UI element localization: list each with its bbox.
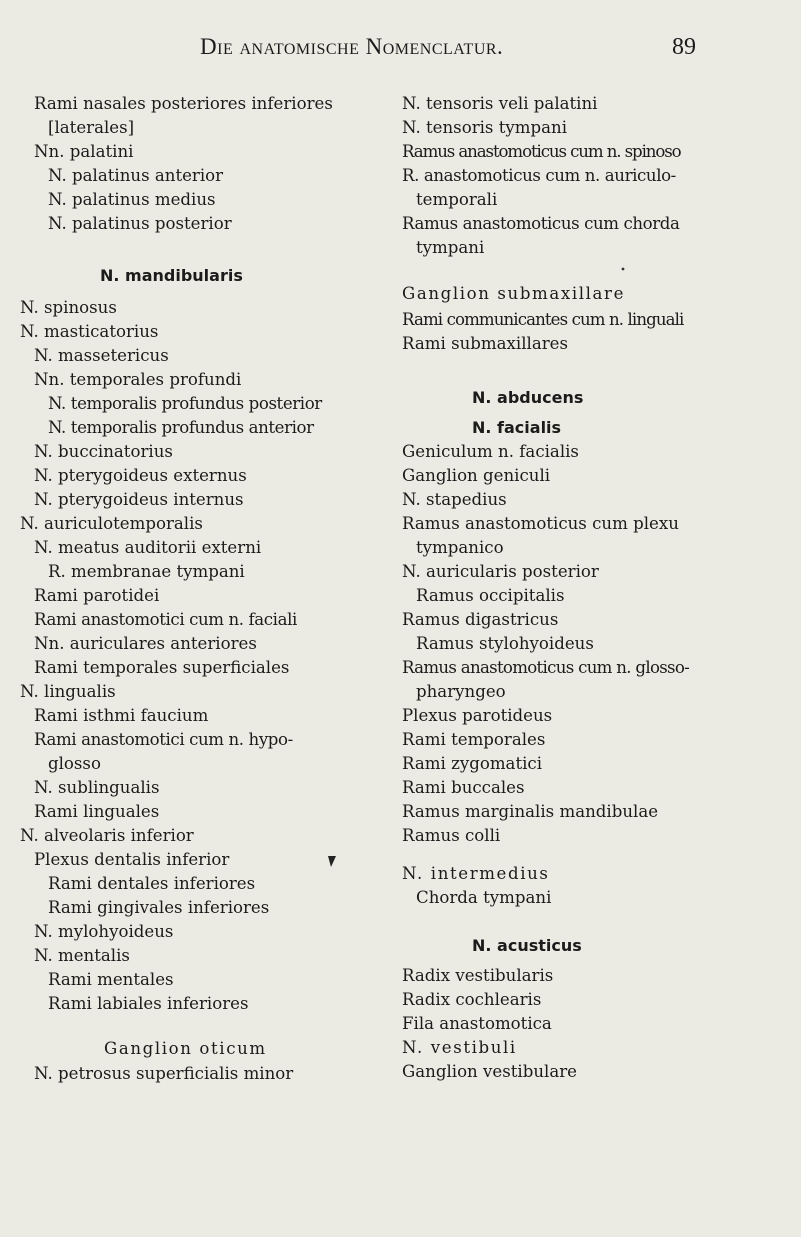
list-item: R. anastomoticus cum n. auriculo- [402, 166, 676, 185]
list-item: N. intermedius [402, 864, 550, 883]
list-item: Ganglion oticum [104, 1039, 267, 1058]
section-heading: N. mandibularis [100, 266, 243, 285]
list-item: Radix vestibularis [402, 966, 554, 985]
print-speck-mark [326, 855, 338, 869]
list-item: Rami submaxillares [402, 334, 568, 353]
list-item: Rami anastomotici cum n. faciali [34, 610, 297, 629]
list-item: Rami temporales [402, 730, 546, 749]
page-header [0, 34, 801, 68]
list-item: temporali [416, 190, 498, 209]
list-item: Geniculum n. facialis [402, 442, 579, 461]
list-item: pharyngeo [416, 682, 506, 701]
list-item: Nn. auriculares anteriores [34, 634, 257, 653]
section-heading: N. acusticus [472, 936, 582, 955]
list-item: N. auriculotemporalis [20, 514, 203, 533]
list-item: Ramus anastomoticus cum n. spinoso [402, 142, 681, 161]
list-item: N. mentalis [34, 946, 130, 965]
running-title: Die anatomische Nomenclatur. [200, 34, 504, 59]
list-item: Rami labiales inferiores [48, 994, 249, 1013]
list-item: Rami parotidei [34, 586, 160, 605]
list-item: Fila anastomotica [402, 1014, 552, 1033]
list-item: N. mylohyoideus [34, 922, 174, 941]
list-item: N. palatinus medius [48, 190, 216, 209]
list-item: Radix cochlearis [402, 990, 542, 1009]
list-item: N. palatinus anterior [48, 166, 224, 185]
list-item: N. tensoris veli palatini [402, 94, 598, 113]
list-item: N. alveolaris inferior [20, 826, 194, 845]
list-item: Plexus parotideus [402, 706, 553, 725]
list-item: Rami isthmi faucium [34, 706, 209, 725]
list-item: Rami mentales [48, 970, 174, 989]
list-item: Rami buccales [402, 778, 525, 797]
list-item: N. masticatorius [20, 322, 159, 341]
list-item: Rami anastomotici cum n. hypo- [34, 730, 293, 749]
list-item: Ramus anastomoticus cum chorda [402, 214, 680, 233]
list-item: Rami gingivales inferiores [48, 898, 270, 917]
list-item: tympani [416, 238, 485, 257]
list-item: Rami linguales [34, 802, 160, 821]
list-item: N. buccinatorius [34, 442, 173, 461]
list-item: N. temporalis profundus posterior [48, 394, 322, 413]
list-item: N. stapedius [402, 490, 507, 509]
list-item: N. palatinus posterior [48, 214, 232, 233]
list-item: Ramus anastomoticus cum n. glosso- [402, 658, 690, 677]
list-item: Rami temporales superficiales [34, 658, 290, 677]
section-heading: N. abducens [472, 388, 584, 407]
list-item: Ramus digastricus [402, 610, 559, 629]
list-item: N. sublingualis [34, 778, 160, 797]
list-item: N. auricularis posterior [402, 562, 599, 581]
list-item: [laterales] [48, 118, 135, 137]
list-item: Ramus occipitalis [416, 586, 565, 605]
list-item: Rami nasales posteriores inferiores [34, 94, 333, 113]
page-number: 89 [672, 34, 696, 60]
list-item: N. spinosus [20, 298, 117, 317]
list-item: N. pterygoideus internus [34, 490, 244, 509]
list-item: Plexus dentalis inferior [34, 850, 230, 869]
list-item: Rami communicantes cum n. linguali [402, 310, 684, 329]
list-item: Ramus marginalis mandibulae [402, 802, 659, 821]
list-item: Rami zygomatici [402, 754, 543, 773]
list-item: Nn. temporales profundi [34, 370, 242, 389]
list-item: Nn. palatini [34, 142, 134, 161]
list-item: Chorda tympani [416, 888, 552, 907]
list-item: tympanico [416, 538, 504, 557]
list-item: N. tensoris tympani [402, 118, 568, 137]
list-item: N. temporalis profundus anterior [48, 418, 314, 437]
section-heading: N. facialis [472, 418, 562, 437]
list-item: N. pterygoideus externus [34, 466, 247, 485]
print-speck-mark [620, 266, 626, 272]
list-item: Ramus anastomoticus cum plexu [402, 514, 679, 533]
list-item: N. massetericus [34, 346, 169, 365]
list-item: N. vestibuli [402, 1038, 517, 1057]
list-item: glosso [48, 754, 101, 773]
list-item: N. meatus auditorii externi [34, 538, 262, 557]
list-item: Ganglion vestibulare [402, 1062, 577, 1081]
list-item: Rami dentales inferiores [48, 874, 256, 893]
list-item: R. membranae tympani [48, 562, 245, 581]
list-item: N. petrosus superficialis minor [34, 1064, 294, 1083]
list-item: Ganglion geniculi [402, 466, 551, 485]
list-item: Ramus stylohyoideus [416, 634, 594, 653]
list-item: N. lingualis [20, 682, 116, 701]
list-item: Ramus colli [402, 826, 501, 845]
list-item: Ganglion submaxillare [402, 284, 626, 303]
